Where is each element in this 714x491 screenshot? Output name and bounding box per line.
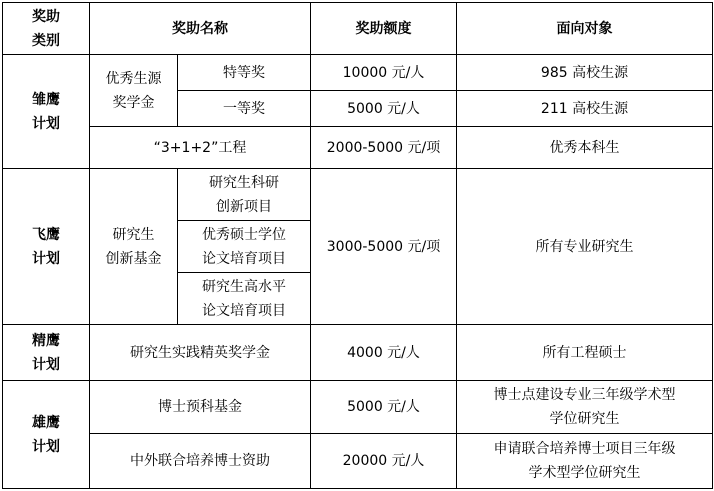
category-chuying: [3, 55, 90, 169]
target-line: 学术型学位研究生: [528, 465, 641, 481]
category-line: 计划: [32, 356, 60, 373]
target-cell: [457, 381, 713, 434]
project-item: [178, 221, 311, 273]
category-line: 雄鹰: [32, 414, 60, 431]
header-target: 面向对象: [457, 3, 713, 55]
fund-name-line: 优秀生源: [105, 70, 162, 87]
target-cell: 985 高校生源: [457, 55, 713, 91]
category-line: 计划: [32, 115, 60, 132]
category-line: 精鹰: [32, 332, 60, 349]
target-cell: [457, 434, 713, 489]
target-line: 学位研究生: [549, 411, 620, 427]
project-name: “3+1+2”工程: [90, 127, 311, 169]
table-row: [3, 169, 713, 221]
amount-cell: 5000 元/人: [311, 381, 457, 434]
target-line: 博士点建设专业三年级学术型: [493, 387, 676, 403]
amount-cell: 20000 元/人: [311, 434, 457, 489]
header-category: [3, 3, 90, 55]
amount-cell: 5000 元/人: [311, 91, 457, 127]
tier-name: 特等奖: [178, 55, 311, 91]
award-table-container: [2, 2, 713, 489]
fund-name-line: 研究生: [112, 226, 155, 243]
project-item-line: 创新项目: [216, 198, 272, 215]
header-category-line1: 奖助: [32, 8, 60, 25]
project-item-line: 优秀硕士学位: [202, 226, 286, 243]
project-item-line: 论文培育项目: [202, 302, 286, 319]
project-name: 中外联合培养博士资助: [90, 434, 311, 489]
target-line: 申请联合培养博士项目三年级: [493, 441, 676, 457]
amount-cell: 2000-5000 元/项: [311, 127, 457, 169]
category-line: 计划: [32, 250, 60, 267]
project-item: [178, 169, 311, 221]
header-row: [3, 3, 713, 55]
award-table: [2, 2, 713, 489]
category-jingying: [3, 325, 90, 381]
target-cell: 所有工程硕士: [457, 325, 713, 381]
project-name: 研究生实践精英奖学金: [90, 325, 311, 381]
header-category-line2: 类别: [32, 32, 60, 49]
category-xiongying: [3, 381, 90, 489]
project-item-line: 研究生高水平: [202, 278, 286, 295]
tier-name: 一等奖: [178, 91, 311, 127]
header-name: 奖助名称: [90, 3, 311, 55]
project-item: [178, 273, 311, 325]
table-row: [3, 127, 713, 169]
project-item-line: 论文培育项目: [202, 250, 286, 267]
table-row: [3, 55, 713, 91]
category-line: 飞鹰: [32, 226, 60, 243]
project-name: 博士预科基金: [90, 381, 311, 434]
category-feiying: [3, 169, 90, 325]
table-row: [3, 434, 713, 489]
fund-name-line: 创新基金: [105, 250, 162, 267]
target-cell: 211 高校生源: [457, 91, 713, 127]
category-line: 计划: [32, 438, 60, 455]
header-amount: 奖助额度: [311, 3, 457, 55]
amount-cell: 4000 元/人: [311, 325, 457, 381]
target-cell: 所有专业研究生: [457, 169, 713, 325]
table-row: [3, 325, 713, 381]
amount-cell: 3000-5000 元/项: [311, 169, 457, 325]
fund-name-line: 奖学金: [112, 94, 155, 111]
target-cell: 优秀本科生: [457, 127, 713, 169]
fund-name: [90, 55, 178, 127]
project-item-line: 研究生科研: [209, 174, 279, 191]
fund-name: [90, 169, 178, 325]
amount-cell: 10000 元/人: [311, 55, 457, 91]
category-line: 雏鹰: [32, 91, 60, 108]
table-row: [3, 381, 713, 434]
